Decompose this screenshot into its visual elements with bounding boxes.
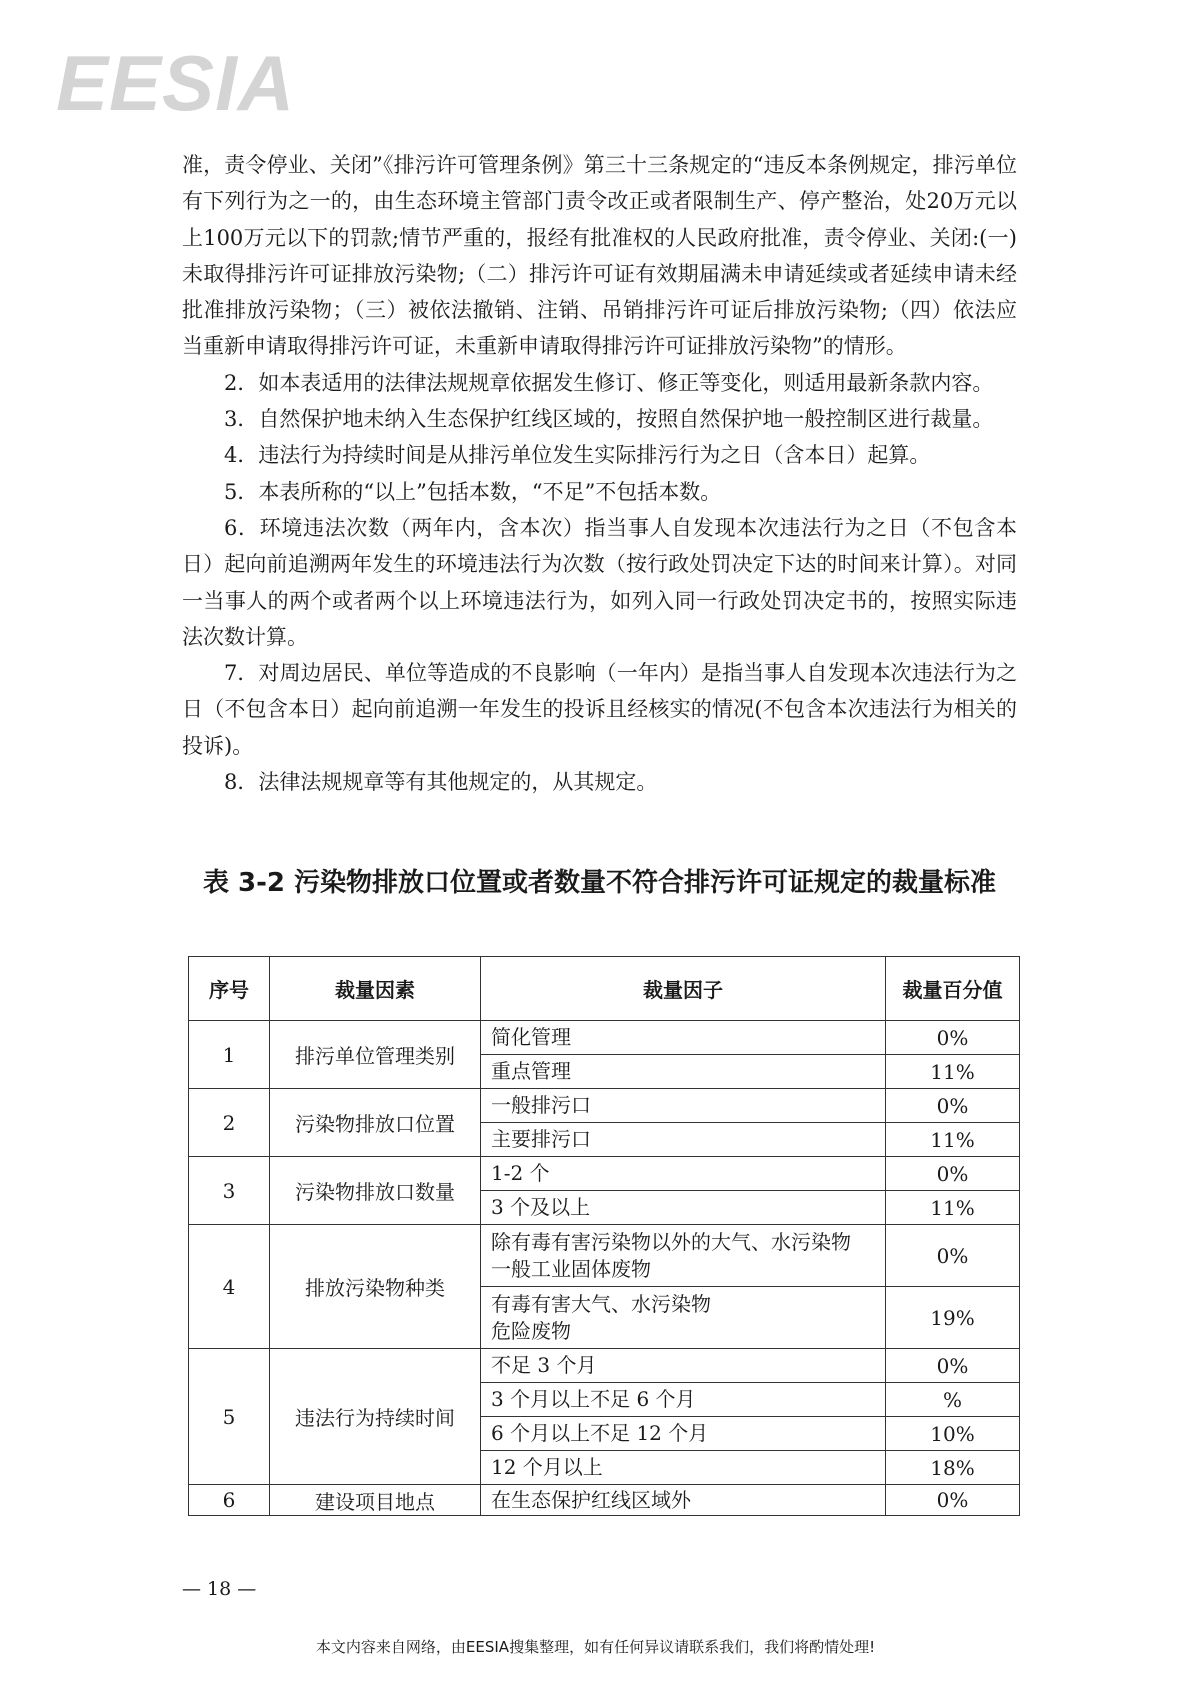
sub-factor-cell: 简化管理 (481, 1021, 886, 1055)
percentage-cell: 18% (886, 1451, 1020, 1485)
sub-factor-cell: 一般排污口 (481, 1089, 886, 1123)
paragraph: 7．对周边居民、单位等造成的不良影响（一年内）是指当事人自发现本次违法行为之日（不包含本日）起向前追溯一年发生的投诉且经核实的情况(不包含本次违法行为相关的投诉)。 (182, 661, 1017, 758)
sub-factor-cell: 1-2 个 (481, 1157, 886, 1191)
paragraph: 3．自然保护地未纳入生态保护红线区域的，按照自然保护地一般控制区进行裁量。 (224, 407, 994, 432)
factor-cell: 违法行为持续时间 (270, 1349, 481, 1485)
percentage-cell: % (886, 1383, 1020, 1417)
sub-factor-cell: 6 个月以上不足 12 个月 (481, 1417, 886, 1451)
percentage-cell: 10% (886, 1417, 1020, 1451)
sub-factor-cell: 有毒有害大气、水污染物 危险废物 (481, 1287, 886, 1349)
table-row (189, 1157, 1020, 1191)
header-sub-factor: 裁量因子 (481, 957, 886, 1021)
percentage-cell: 19% (886, 1287, 1020, 1349)
table-body (189, 1021, 1020, 1516)
row-number: 1 (189, 1021, 270, 1089)
header-factor: 裁量因素 (270, 957, 481, 1021)
sub-factor-cell: 12 个月以上 (481, 1451, 886, 1485)
percentage-cell: 0% (886, 1485, 1020, 1516)
table-title: 表 3-2 污染物排放口位置或者数量不符合排污许可证规定的裁量标准 (202, 868, 997, 898)
factor-cell: 排污单位管理类别 (270, 1021, 481, 1089)
sub-factor-cell: 3 个及以上 (481, 1191, 886, 1225)
paragraph: 8．法律法规规章等有其他规定的，从其规定。 (224, 770, 658, 795)
paragraph: 5．本表所称的“以上”包括本数，“不足”不包括本数。 (224, 479, 722, 504)
row-number: 3 (189, 1157, 270, 1225)
table-row (189, 1089, 1020, 1123)
paragraph: 6．环境违法次数（两年内，含本次）指当事人自发现本次违法行为之日（不包含本日）起向前追溯两年发生的环境违法行为次数（按行政处罚决定下达的时间来计算）。对同一当事人的两个或者两个以上环境违法行为，如列入同一行政处罚决定书的，按照实际违法次数计算。 (182, 515, 1017, 649)
sub-factor-cell: 不足 3 个月 (481, 1349, 886, 1383)
table-header-row (189, 957, 1020, 1021)
sub-factor-cell: 除有毒有害污染物以外的大气、水污染物 一般工业固体废物 (481, 1225, 886, 1287)
row-number: 4 (189, 1225, 270, 1349)
sub-factor-cell: 重点管理 (481, 1055, 886, 1089)
percentage-cell: 0% (886, 1021, 1020, 1055)
header-no: 序号 (189, 957, 270, 1021)
page-number: — 18 — (182, 1578, 257, 1600)
row-number: 6 (189, 1485, 270, 1516)
sub-factor-cell: 3 个月以上不足 6 个月 (481, 1383, 886, 1417)
percentage-cell: 11% (886, 1191, 1020, 1225)
sub-factor-cell: 主要排污口 (481, 1123, 886, 1157)
paragraph: 准，责令停业、关闭”《排污许可管理条例》第三十三条规定的“违反本条例规定，排污单位有下列行为之一的，由生态环境主管部门责令改正或者限制生产、停产整治，处20万元以上100万元以下的罚款;情节严重的，报经有批准权的人民政府批准，责令停业、关闭:(一)未取得排污许可证排放污染物;（二）排污许可证有效期届满未申请延续或者延续申请未经批准排放污染物；（三）被依法撤销、注销、吊销排污许可证后排放污染物;（四）依法应当重新申请取得排污许可证，未重新申请取得排污许可证排放污染物”的情形。 (182, 153, 1017, 359)
table-row (189, 1021, 1020, 1055)
table-row (189, 1349, 1020, 1383)
percentage-cell: 0% (886, 1349, 1020, 1383)
percentage-cell: 0% (886, 1089, 1020, 1123)
table-row (189, 1225, 1020, 1287)
row-number: 5 (189, 1349, 270, 1485)
eesia-logo: EESIA (56, 39, 296, 127)
percentage-cell: 11% (886, 1055, 1020, 1089)
factor-cell: 污染物排放口数量 (270, 1157, 481, 1225)
percentage-cell: 11% (886, 1123, 1020, 1157)
percentage-cell: 0% (886, 1225, 1020, 1287)
percentage-cell: 0% (886, 1157, 1020, 1191)
table-row (189, 1485, 1020, 1516)
factor-cell: 建设项目地点 (270, 1485, 481, 1516)
factor-cell: 排放污染物种类 (270, 1225, 481, 1349)
header-percentage: 裁量百分值 (886, 957, 1020, 1021)
paragraph: 4．违法行为持续时间是从排污单位发生实际排污行为之日（含本日）起算。 (224, 443, 931, 468)
sub-factor-cell: 在生态保护红线区域外 (481, 1485, 886, 1516)
row-number: 2 (189, 1089, 270, 1157)
discretion-standard-table (188, 956, 1020, 1516)
factor-cell: 污染物排放口位置 (270, 1089, 481, 1157)
footer-note: 本文内容来自网络，由EESIA搜集整理，如有任何异议请联系我们，我们将酌情处理! (315, 1638, 876, 1656)
body-text (182, 147, 1017, 800)
paragraph: 2．如本表适用的法律法规规章依据发生修订、修正等变化，则适用最新条款内容。 (224, 370, 994, 395)
